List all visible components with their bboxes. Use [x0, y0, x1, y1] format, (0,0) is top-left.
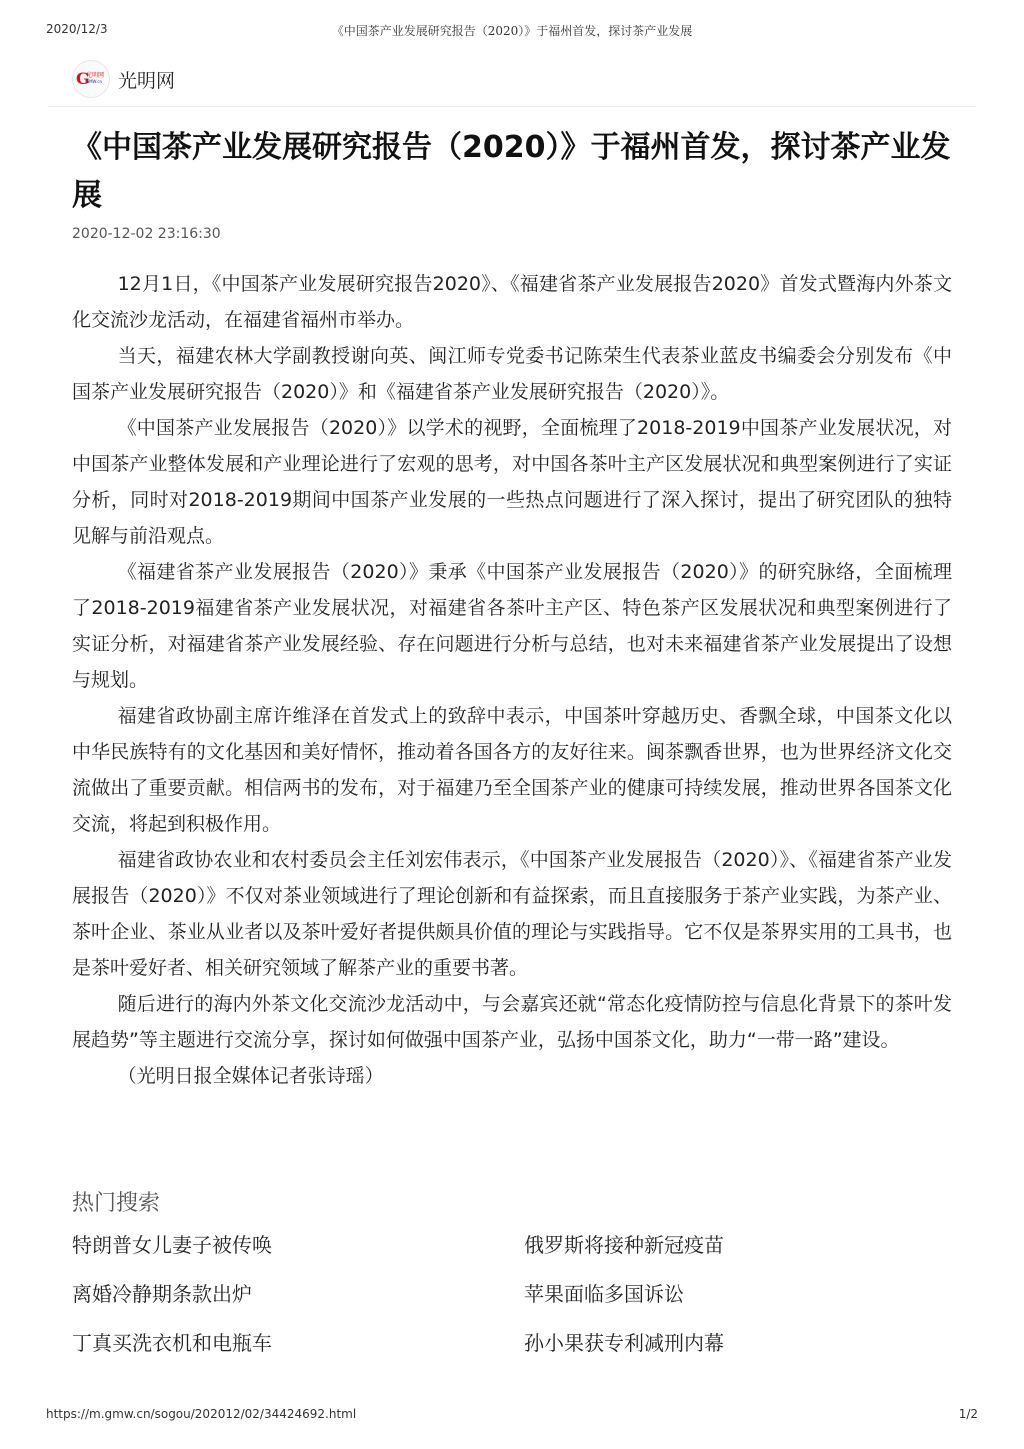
logo-en-text: GMW.cn [86, 79, 103, 84]
article-paragraph: 12月1日，《中国茶产业发展研究报告2020》、《福建省茶产业发展报告2020》首发式暨海内外茶文化交流沙龙活动，在福建省福州市举办。 [72, 273, 952, 331]
hot-search-link[interactable]: 特朗普女儿妻子被传唤 [72, 1233, 272, 1257]
page-url: https://m.gmw.cn/sogou/202012/02/34424692.html [46, 1407, 357, 1421]
site-header [48, 58, 976, 107]
hot-search-section [72, 1186, 952, 1357]
publish-time: 2020-12-02 23:16:30 [72, 226, 221, 242]
article-paragraph: 当天，福建农林大学副教授谢向英、闽江师专党委书记陈荣生代表茶业蓝皮书编委会分别发布《中国茶产业发展研究报告（2020）》和《福建省茶产业发展研究报告（2020）》。 [72, 345, 952, 403]
article-paragraph: 《中国茶产业发展报告（2020）》以学术的视野，全面梳理了2018-2019中国茶产业发展状况，对中国茶产业整体发展和产业理论进行了宏观的思考，对中国各茶叶主产区发展状况和典型案例进行了实证分析，同时对2018-2019期间中国茶产业发展的一些热点问题进行了深入探讨，提出了研究团队的独特见解与前沿观点。 [72, 417, 952, 547]
hot-search-link[interactable]: 离婚冷静期条款出炉 [72, 1282, 252, 1306]
article-paragraph: 随后进行的海内外茶文化交流沙龙活动中，与会嘉宾还就“常态化疫情防控与信息化背景下的茶叶发展趋势”等主题进行交流分享，探讨如何做强中国茶产业，弘扬中国茶文化，助力“一带一路”建设。 [72, 993, 952, 1051]
article-body [72, 266, 952, 1094]
gmw-logo-icon[interactable] [72, 60, 110, 98]
article-paragraph: 福建省政协副主席许维泽在首发式上的致辞中表示，中国茶叶穿越历史、香飘全球，中国茶文化以中华民族特有的文化基因和美好情怀，推动着各国各方的友好往来。闽茶飘香世界，也为世界经济文化交流做出了重要贡献。相信两书的发布，对于福建乃至全国茶产业的健康可持续发展，推动世界各国茶文化交流，将起到积极作用。 [72, 705, 952, 835]
article-paragraph: 福建省政协农业和农村委员会主任刘宏伟表示，《中国茶产业发展报告（2020）》、《福建省茶产业发展报告（2020）》不仅对茶业领域进行了理论创新和有益探索，而且直接服务于茶产业实践，为茶产业、茶叶企业、茶业从业者以及茶叶爱好者提供颇具价值的理论与实践指导。它不仅是茶界实用的工具书，也是茶叶爱好者、相关研究领域了解茶产业的重要书著。 [72, 849, 952, 979]
hot-search-list [72, 1231, 952, 1357]
hot-search-link[interactable]: 苹果面临多国诉讼 [524, 1282, 684, 1306]
hot-search-link[interactable]: 俄罗斯将接种新冠疫苗 [524, 1233, 724, 1257]
logo-cn-text: 光明网 [86, 72, 105, 79]
article-paragraph: 《福建省茶产业发展报告（2020）》秉承《中国茶产业发展报告（2020）》的研究脉络，全面梳理了2018-2019福建省茶产业发展状况，对福建省各茶叶主产区、特色茶产区发展状况和典型案例进行了实证分析，对福建省茶产业发展经验、存在问题进行分析与总结，也对未来福建省茶产业发展提出了设想与规划。 [72, 561, 952, 691]
print-doc-title: 《中国茶产业发展研究报告（2020）》于福州首发，探讨茶产业发展 [331, 24, 693, 38]
logo-glyph: G [76, 69, 90, 88]
article-byline: （光明日报全媒体记者张诗瑶） [117, 1065, 384, 1087]
page-number: 1/2 [958, 1407, 978, 1421]
hot-search-link[interactable]: 孙小果获专利减刑内幕 [524, 1331, 724, 1355]
hot-search-link[interactable]: 丁真买洗衣机和电瓶车 [72, 1331, 272, 1355]
article-title: 《中国茶产业发展研究报告（2020）》于福州首发，探讨茶产业发展 [72, 130, 951, 213]
print-date: 2020/12/3 [46, 22, 108, 36]
print-header [46, 22, 978, 42]
hot-search-heading: 热门搜索 [72, 1191, 161, 1216]
print-footer [46, 1407, 978, 1425]
site-name[interactable]: 光明网 [118, 70, 176, 92]
